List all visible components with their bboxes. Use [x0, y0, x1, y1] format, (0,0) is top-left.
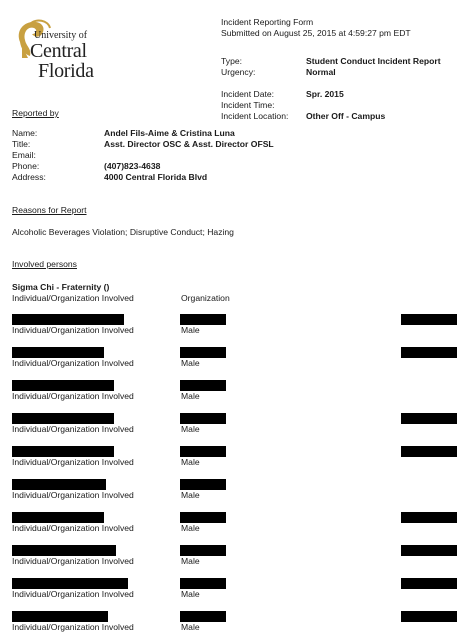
person-role: Individual/Organization Involved — [12, 325, 134, 335]
person-gender: Male — [181, 490, 200, 500]
redacted-name — [12, 413, 114, 424]
person-gender: Male — [181, 457, 200, 467]
reasons-text: Alcoholic Beverages Violation; Disruptive Conduct; Hazing — [12, 227, 234, 237]
person-role: Individual/Organization Involved — [12, 589, 134, 599]
redacted-name — [12, 347, 104, 358]
incident-date-value: Spr. 2015 — [306, 89, 344, 99]
redacted-detail — [180, 578, 226, 589]
redacted-contact — [401, 578, 457, 589]
person-role: Individual/Organization Involved — [12, 556, 134, 566]
redacted-detail — [180, 611, 226, 622]
person-role: Individual/Organization Involved — [12, 424, 134, 434]
person-gender: Male — [181, 391, 200, 401]
person-role: Individual/Organization Involved — [12, 622, 134, 632]
form-title: Incident Reporting Form — [221, 17, 314, 27]
redacted-name — [12, 479, 106, 490]
address-value: 4000 Central Florida Blvd — [104, 172, 208, 182]
person-role: Individual/Organization Involved — [12, 391, 134, 401]
redacted-detail — [180, 512, 226, 523]
logo-central: Central — [30, 40, 87, 62]
redacted-contact — [401, 413, 457, 424]
incident-location-value: Other Off - Campus — [306, 111, 386, 121]
form-submitted: Submitted on August 25, 2015 at 4:59:27 pm EDT — [221, 28, 411, 38]
person-role: Individual/Organization Involved — [12, 457, 134, 467]
person-gender: Male — [181, 589, 200, 599]
redacted-contact — [401, 512, 457, 523]
reported-by-heading: Reported by — [12, 108, 59, 118]
logo-florida: Florida — [38, 60, 94, 82]
person-gender: Male — [181, 556, 200, 566]
title-label: Title: — [12, 139, 31, 149]
ucf-logo — [12, 18, 116, 86]
org-type: Organization — [181, 293, 230, 303]
org-name: Sigma Chi - Fraternity () — [12, 282, 110, 292]
type-value: Student Conduct Incident Report — [306, 56, 441, 66]
redacted-detail — [180, 347, 226, 358]
title-value: Asst. Director OSC & Asst. Director OFSL — [104, 139, 274, 149]
redacted-contact — [401, 347, 457, 358]
redacted-contact — [401, 611, 457, 622]
involved-heading: Involved persons — [12, 259, 77, 269]
phone-label: Phone: — [12, 161, 40, 171]
redacted-detail — [180, 479, 226, 490]
email-label: Email: — [12, 150, 36, 160]
type-label: Type: — [221, 56, 243, 66]
redacted-name — [12, 512, 104, 523]
redacted-detail — [180, 413, 226, 424]
redacted-contact — [401, 545, 457, 556]
incident-date-label: Incident Date: — [221, 89, 275, 99]
redacted-detail — [180, 380, 226, 391]
redacted-name — [12, 578, 128, 589]
person-gender: Male — [181, 622, 200, 632]
redacted-name — [12, 611, 108, 622]
redacted-name — [12, 545, 116, 556]
person-gender: Male — [181, 325, 200, 335]
address-label: Address: — [12, 172, 46, 182]
urgency-value: Normal — [306, 67, 336, 77]
name-label: Name: — [12, 128, 38, 138]
person-role: Individual/Organization Involved — [12, 523, 134, 533]
redacted-name — [12, 446, 114, 457]
person-gender: Male — [181, 424, 200, 434]
person-role: Individual/Organization Involved — [12, 490, 134, 500]
person-role: Individual/Organization Involved — [12, 358, 134, 368]
redacted-name — [12, 380, 114, 391]
redacted-name — [12, 314, 124, 325]
incident-location-label: Incident Location: — [221, 111, 289, 121]
redacted-detail — [180, 314, 226, 325]
logo-university-of: University of — [34, 30, 88, 41]
incident-time-label: Incident Time: — [221, 100, 275, 110]
person-gender: Male — [181, 358, 200, 368]
person-gender: Male — [181, 523, 200, 533]
org-role: Individual/Organization Involved — [12, 293, 134, 303]
phone-value: (407)823-4638 — [104, 161, 161, 171]
redacted-contact — [401, 314, 457, 325]
redacted-contact — [401, 446, 457, 457]
redacted-detail — [180, 545, 226, 556]
reasons-heading: Reasons for Report — [12, 205, 87, 215]
redacted-detail — [180, 446, 226, 457]
name-value: Andel Fils-Aime & Cristina Luna — [104, 128, 235, 138]
urgency-label: Urgency: — [221, 67, 256, 77]
